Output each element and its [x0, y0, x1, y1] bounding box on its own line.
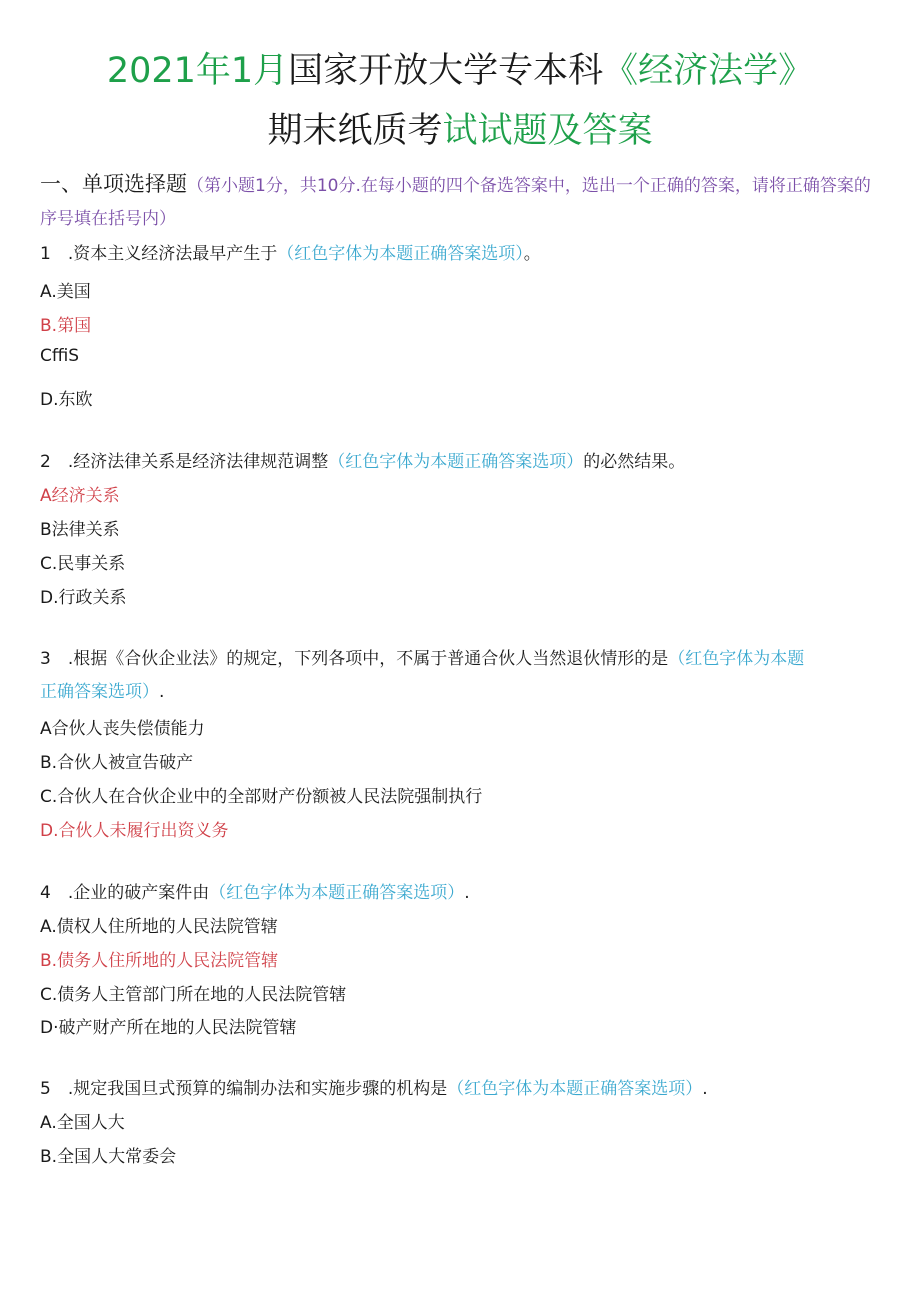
question-2-option-c: C.民事关系 — [40, 554, 126, 574]
question-3-stem-line-1 — [40, 643, 872, 676]
answer-hint: （红色字体为本题正确答案选项） — [277, 244, 524, 264]
question-text: 5 .规定我国旦式预算的编制办法和实施步骤的机构是 — [40, 1079, 448, 1099]
question-2-option-a-correct: A经济关系 — [40, 486, 120, 506]
question-suffix: . — [702, 1079, 708, 1099]
question-3-option-c: C.合伙人在合伙企业中的全部财产份额被人民法院强制执行 — [40, 787, 483, 807]
title-answers: 试试题及答案 — [442, 111, 653, 151]
question-text: 4 .企业的破产案件由 — [40, 883, 210, 903]
question-suffix: 。 — [523, 244, 541, 264]
question-5-stem — [40, 1073, 872, 1106]
question-4-option-a: A.债权人住所地的人民法院管辖 — [40, 917, 278, 937]
title-course: 《经济法学》 — [603, 51, 814, 91]
question-1-stem — [40, 238, 872, 271]
title-date: 2021年1月 — [106, 51, 289, 91]
answer-hint: （红色字体为本题正确答案选项） — [447, 1079, 703, 1099]
question-3-option-d-correct: D.合伙人未履行出资义务 — [40, 821, 229, 841]
question-3-option-b: B.合伙人被宣告破产 — [40, 753, 194, 773]
title-line-1 — [0, 48, 920, 94]
question-2-option-d: D.行政关系 — [40, 588, 127, 608]
question-1-option-a: A.美国 — [40, 282, 91, 302]
question-5-option-a: A.全国人大 — [40, 1113, 125, 1133]
question-suffix: 的必然结果。 — [583, 452, 686, 472]
question-5-option-b: B.全国人大常委会 — [40, 1147, 177, 1167]
question-4-stem — [40, 877, 872, 910]
question-1-option-b-correct: B.第国 — [40, 316, 92, 336]
question-2-option-b: B法律关系 — [40, 520, 120, 540]
question-4-option-b-correct: B.债务人住所地的人民法院管辖 — [40, 951, 279, 971]
question-1-option-d: D.东欧 — [40, 390, 93, 410]
question-3-stem-line-2 — [40, 676, 872, 709]
section-note: （第小题1分，共10分.在每小题的四个备选答案中，选出一个正确的答案，请将正确答案的序号填在括号内） — [40, 176, 871, 229]
title-line-2 — [0, 108, 920, 154]
answer-hint: （红色字体为本题 — [668, 649, 805, 669]
question-suffix: . — [464, 883, 470, 903]
answer-hint: （红色字体为本题正确答案选项） — [328, 452, 584, 472]
answer-hint: （红色字体为本题正确答案选项） — [209, 883, 465, 903]
question-text: 1 .资本主义经济法最早产生于 — [40, 244, 278, 264]
question-3-option-a: A合伙人丧失偿债能力 — [40, 719, 205, 739]
section-title: 一、单项选择题 — [40, 172, 187, 196]
question-4-option-c: C.债务人主管部门所在地的人民法院管辖 — [40, 985, 347, 1005]
question-1-option-c: CffiS — [40, 346, 80, 366]
question-suffix: . — [159, 682, 165, 702]
section-header — [40, 168, 872, 236]
question-text: 2 .经济法律关系是经济法律规范调整 — [40, 452, 329, 472]
answer-hint: 正确答案选项） — [40, 682, 159, 702]
question-text: 3 .根据《合伙企业法》的规定，下列各项中，不属于普通合伙人当然退伙情形的是 — [40, 649, 669, 669]
question-4-option-d: D·破产财产所在地的人民法院管辖 — [40, 1018, 297, 1038]
question-2-stem — [40, 446, 872, 479]
title-university: 国家开放大学专本科 — [288, 51, 604, 91]
title-exam-type: 期末纸质考 — [267, 111, 443, 151]
